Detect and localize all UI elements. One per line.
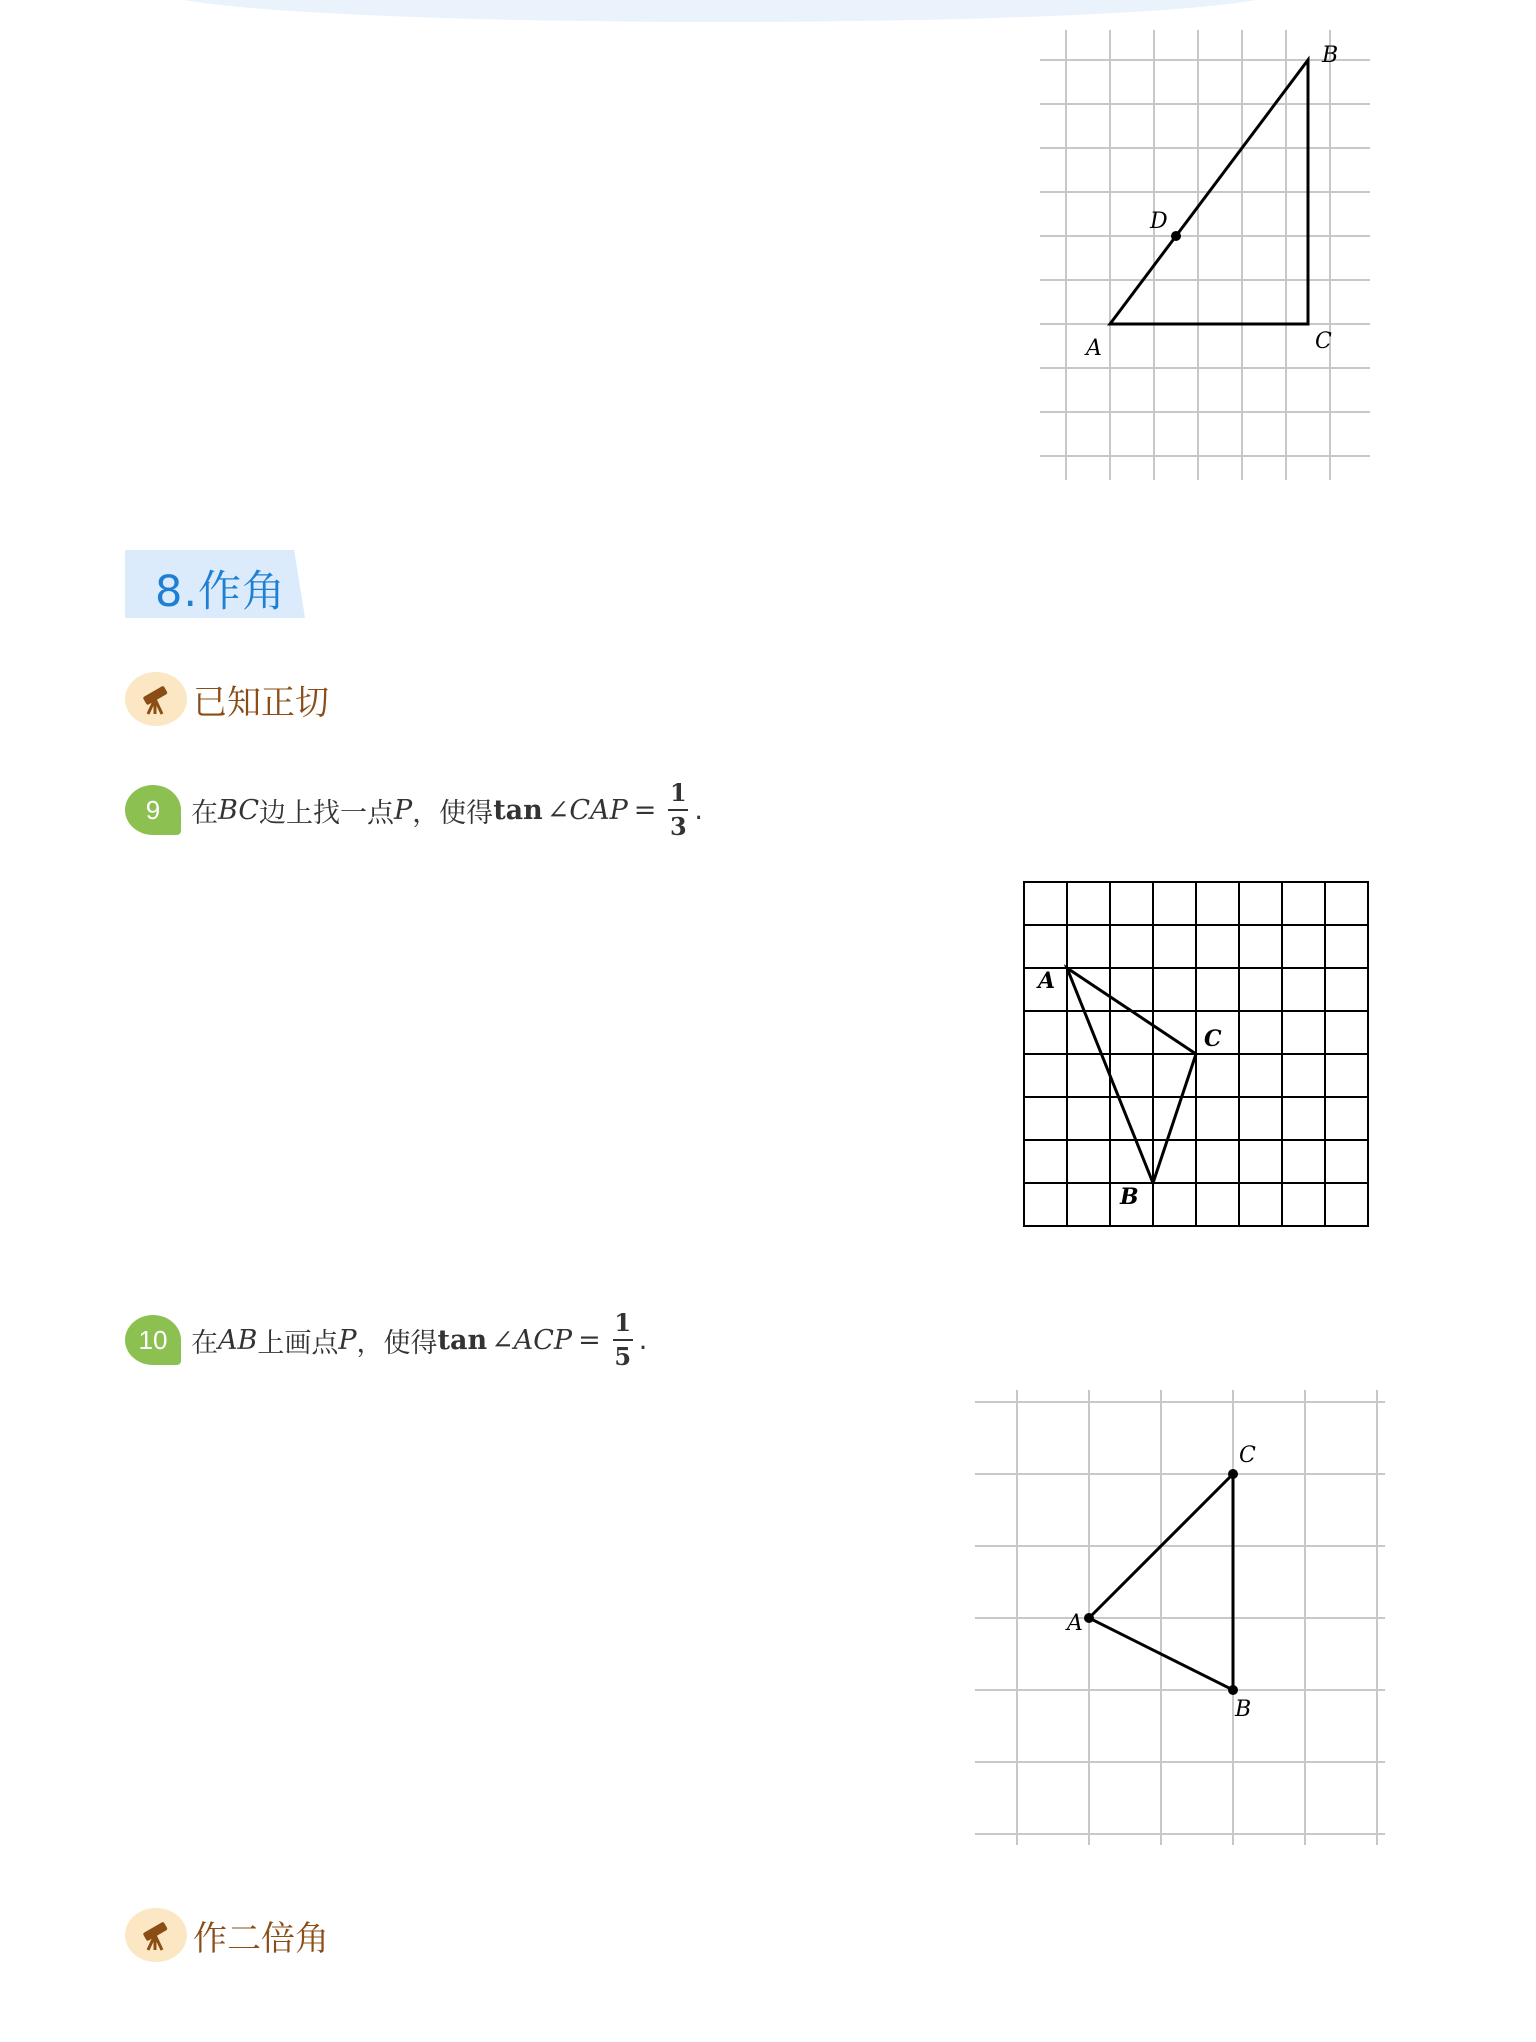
figure-triangle-abc-d bbox=[1040, 30, 1370, 480]
question-text: 在 AB 上画点 P ，使得 tan ∠ACP = $\frac{1}{5}$ . bbox=[191, 1308, 648, 1372]
question-9 bbox=[125, 780, 703, 841]
header-decoration bbox=[160, 0, 1280, 22]
fraction: $\frac{1}{3}$ bbox=[670, 778, 687, 842]
label-c: C bbox=[1315, 329, 1332, 354]
topic-label: 已知正切 bbox=[193, 682, 329, 723]
label-b: B bbox=[1322, 43, 1339, 68]
telescope-icon bbox=[125, 672, 187, 726]
topic-label: 作二倍角 bbox=[193, 1918, 329, 1959]
label-b: B bbox=[1120, 1184, 1139, 1210]
question-10 bbox=[125, 1310, 647, 1371]
label-a: A bbox=[1038, 968, 1056, 994]
label-c: C bbox=[1204, 1026, 1222, 1052]
question-number: 10 bbox=[125, 1315, 181, 1365]
telescope-icon bbox=[125, 1908, 187, 1962]
question-number: 9 bbox=[125, 785, 181, 835]
section-title: 8.作角 bbox=[155, 567, 287, 617]
label-b: B bbox=[1235, 1697, 1252, 1722]
fraction: $\frac{1}{5}$ bbox=[614, 1308, 632, 1372]
label-a: A bbox=[1067, 1611, 1083, 1636]
topic-header bbox=[125, 1908, 329, 1962]
label-d: D bbox=[1150, 209, 1168, 234]
topic-header bbox=[125, 672, 329, 726]
label-c: C bbox=[1239, 1443, 1256, 1468]
figure-grid-triangle-abc bbox=[1020, 878, 1370, 1228]
figure-triangle-abc-light bbox=[975, 1390, 1385, 1845]
question-text: 在 BC 边上找一点 P ，使得 tan ∠CAP = $\frac{1}{3}$ . bbox=[191, 778, 703, 842]
label-a: A bbox=[1086, 336, 1102, 361]
